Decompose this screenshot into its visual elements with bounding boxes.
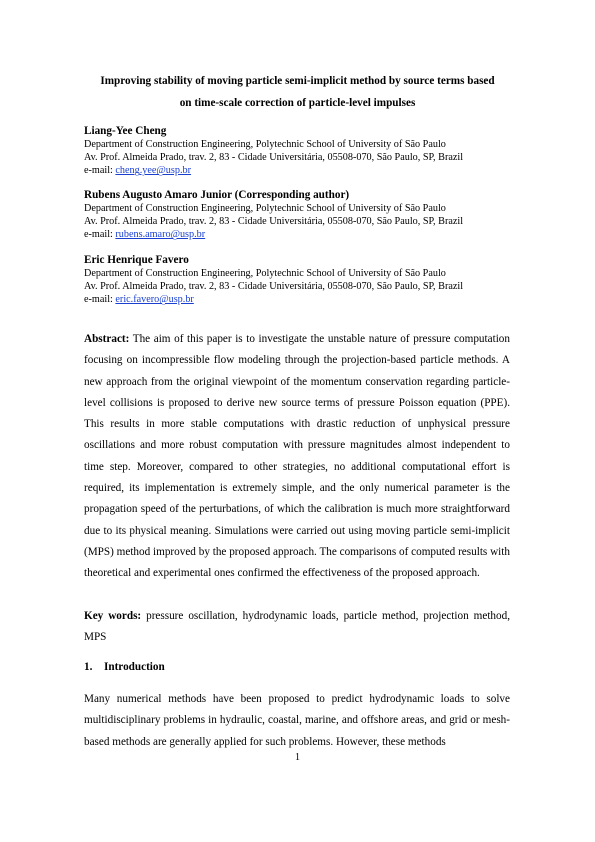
paper-title xyxy=(60,70,535,114)
title-line-1: Improving stability of moving particle semi-implicit method by source terms based xyxy=(100,75,495,87)
author-department: Department of Construction Engineering, Polytechnic School of University of São Paulo xyxy=(84,203,446,214)
email-label: e-mail: xyxy=(84,294,116,306)
email-label: e-mail: xyxy=(84,165,116,177)
author-block-3 xyxy=(84,253,524,307)
email-link[interactable]: cheng.yee@usp.br xyxy=(115,165,191,177)
section-heading xyxy=(84,659,165,675)
author-address: Av. Prof. Almeida Prado, trav. 2, 83 - Cidade Universitária, 05508-070, São Paulo, SP, Brazil xyxy=(84,152,464,164)
email-label: e-mail: xyxy=(84,229,116,241)
author-block-2 xyxy=(84,188,524,242)
intro-paragraph: Many numerical methods have been proposed to predict hydrodynamic loads to solve multidisciplinary problems in hydraulic, coastal, marine, and offshore areas, and grid or mesh-based methods are generally applied for such problems. However, these methods xyxy=(84,693,510,748)
email-link[interactable]: eric.favero@usp.br xyxy=(115,294,194,306)
keywords-text: pressure oscillation, hydrodynamic loads, particle method, projection method, MPS xyxy=(84,610,511,643)
section-title: Introduction xyxy=(104,661,165,673)
author-name: Rubens Augusto Amaro Junior (Corresponding author) xyxy=(84,189,350,201)
author-department: Department of Construction Engineering, Polytechnic School of University of São Paulo xyxy=(84,268,446,279)
author-email-line xyxy=(84,164,524,177)
author-name: Eric Henrique Favero xyxy=(84,254,189,266)
author-block-1 xyxy=(84,124,524,178)
author-address: Av. Prof. Almeida Prado, trav. 2, 83 - Cidade Universitária, 05508-070, São Paulo, SP, Brazil xyxy=(84,281,464,293)
author-name: Liang-Yee Cheng xyxy=(84,125,167,137)
author-department: Department of Construction Engineering, Polytechnic School of University of São Paulo xyxy=(84,139,446,150)
abstract-label: Abstract: xyxy=(84,333,130,345)
author-address: Av. Prof. Almeida Prado, trav. 2, 83 - Cidade Universitária, 05508-070, São Paulo, SP, Brazil xyxy=(84,216,464,228)
author-email-line xyxy=(84,228,524,241)
author-email-line xyxy=(84,293,524,306)
title-line-2: on time-scale correction of particle-level impulses xyxy=(179,97,416,109)
keywords-label: Key words: xyxy=(84,610,142,622)
email-link[interactable]: rubens.amaro@usp.br xyxy=(115,229,206,241)
page-number: 1 xyxy=(295,752,300,763)
abstract-paragraph xyxy=(84,329,510,585)
section-number: 1. xyxy=(84,661,93,673)
abstract-text: The aim of this paper is to investigate the unstable nature of pressure computation focusing on incompressible flow modeling through the projection-based particle methods. A new approach from the original viewpoint of the momentum conservation regarding particle-level collisions is proposed to derive new source terms of pressure Poisson equation (PPE). This results in more stable computations with drastic reduction of unphysical pressure oscillations and more robust computation with pressure magnitudes almost independent to time step. Moreover, compared to other strategies, no additional computational effort is required, its implementation is extremely simple, and the only numerical parameter is the propagation speed of the perturbations, of which the calibration is much more straightforward due to its physical meaning. Simulations were carried out using moving particle semi-implicit (MPS) method improved by the proposed approach. The comparisons of computed results with theoretical and experimental ones confirmed the effectiveness of the proposed approach. xyxy=(84,333,510,580)
keywords-paragraph xyxy=(84,606,510,648)
